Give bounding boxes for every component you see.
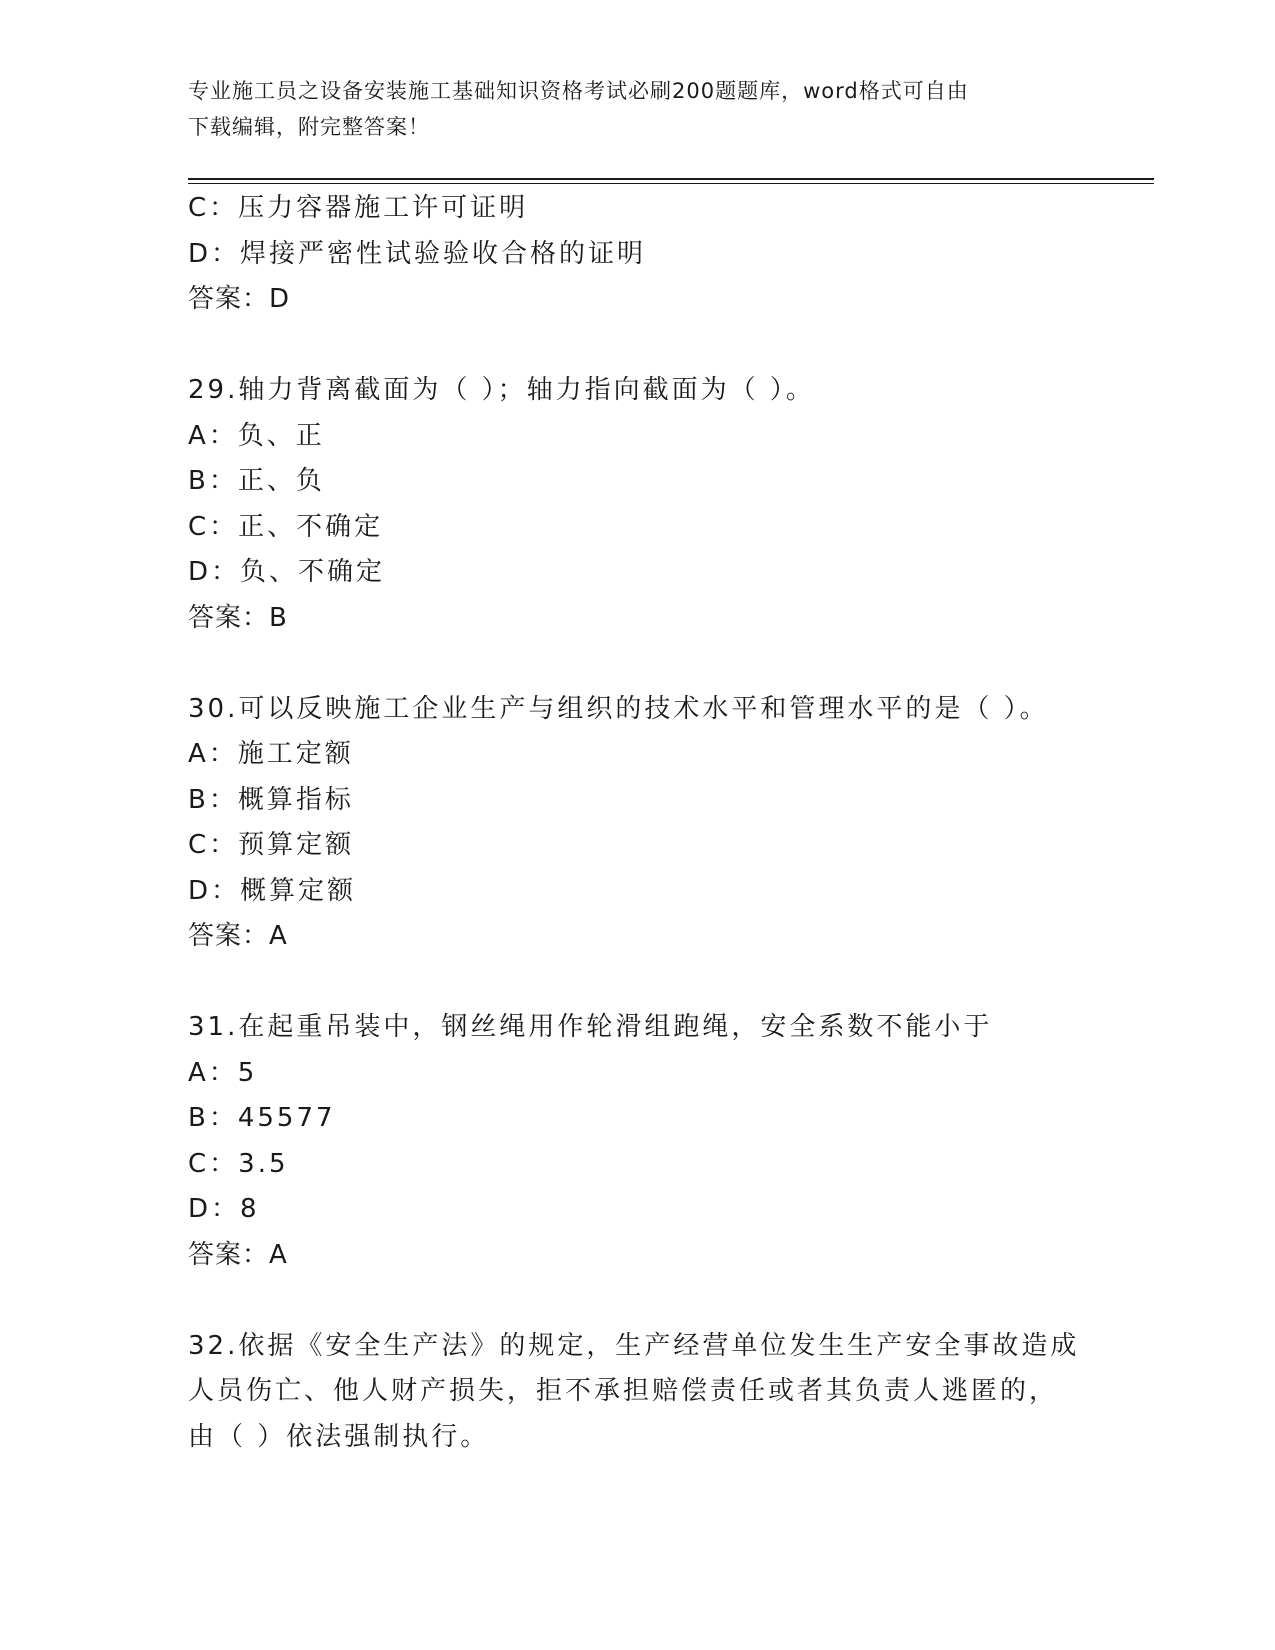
option-c: C：正、不确定 (188, 511, 384, 542)
question-31 (188, 1005, 1088, 1278)
answer: 答案：D (188, 284, 291, 314)
header-rule-thin (188, 183, 1154, 184)
option-c: C：预算定额 (188, 830, 355, 860)
spacer (188, 641, 1088, 687)
option-b: B：正、负 (188, 466, 325, 496)
option-d: D：负、不确定 (188, 557, 386, 587)
option-a: A：负、正 (188, 420, 325, 451)
header-rule-thick (188, 178, 1154, 180)
spacer (188, 1278, 1088, 1324)
question-28 (188, 186, 1088, 323)
question-30 (188, 687, 1088, 960)
question-text-line-3: 由（ ）依法强制执行。 (188, 1421, 490, 1452)
option-b: B：45577 (188, 1103, 336, 1133)
question-list (188, 186, 1088, 1460)
header-line-1: 专业施工员之设备安装施工基础知识资格考试必刷200题题库，word格式可自由 (188, 79, 969, 103)
spacer (188, 323, 1088, 369)
option-a: A：施工定额 (188, 739, 354, 769)
option-a: A：5 (188, 1057, 258, 1088)
question-text: 31.在起重吊装中，钢丝绳用作轮滑组跑绳，安全系数不能小于 (188, 1012, 993, 1042)
option-c: C：压力容器施工许可证明 (188, 193, 529, 223)
option-c: C：3.5 (188, 1148, 289, 1179)
option-d: D：8 (188, 1194, 260, 1224)
answer: 答案：B (188, 602, 288, 633)
header-line-2: 下载编辑，附完整答案！ (188, 115, 430, 139)
option-d: D：焊接严密性试验验收合格的证明 (188, 238, 647, 269)
question-29 (188, 368, 1088, 641)
document-header (188, 73, 1068, 145)
option-d: D：概算定额 (188, 875, 357, 906)
answer: 答案：A (188, 921, 288, 951)
question-text-line-1: 32.依据《安全生产法》的规定，生产经营单位发生生产安全事故造成 (188, 1330, 1080, 1361)
question-text: 30.可以反映施工企业生产与组织的技术水平和管理水平的是（ ）。 (188, 693, 1049, 724)
question-32 (188, 1324, 1088, 1461)
spacer (188, 960, 1088, 1006)
question-text-line-2: 人员伤亡、他人财产损失，拒不承担赔偿责任或者其负责人逃匿的， (188, 1376, 1059, 1406)
option-b: B：概算指标 (188, 784, 354, 815)
answer: 答案：A (188, 1239, 288, 1270)
question-text: 29.轴力背离截面为（ ）；轴力指向截面为（ ）。 (188, 375, 815, 405)
